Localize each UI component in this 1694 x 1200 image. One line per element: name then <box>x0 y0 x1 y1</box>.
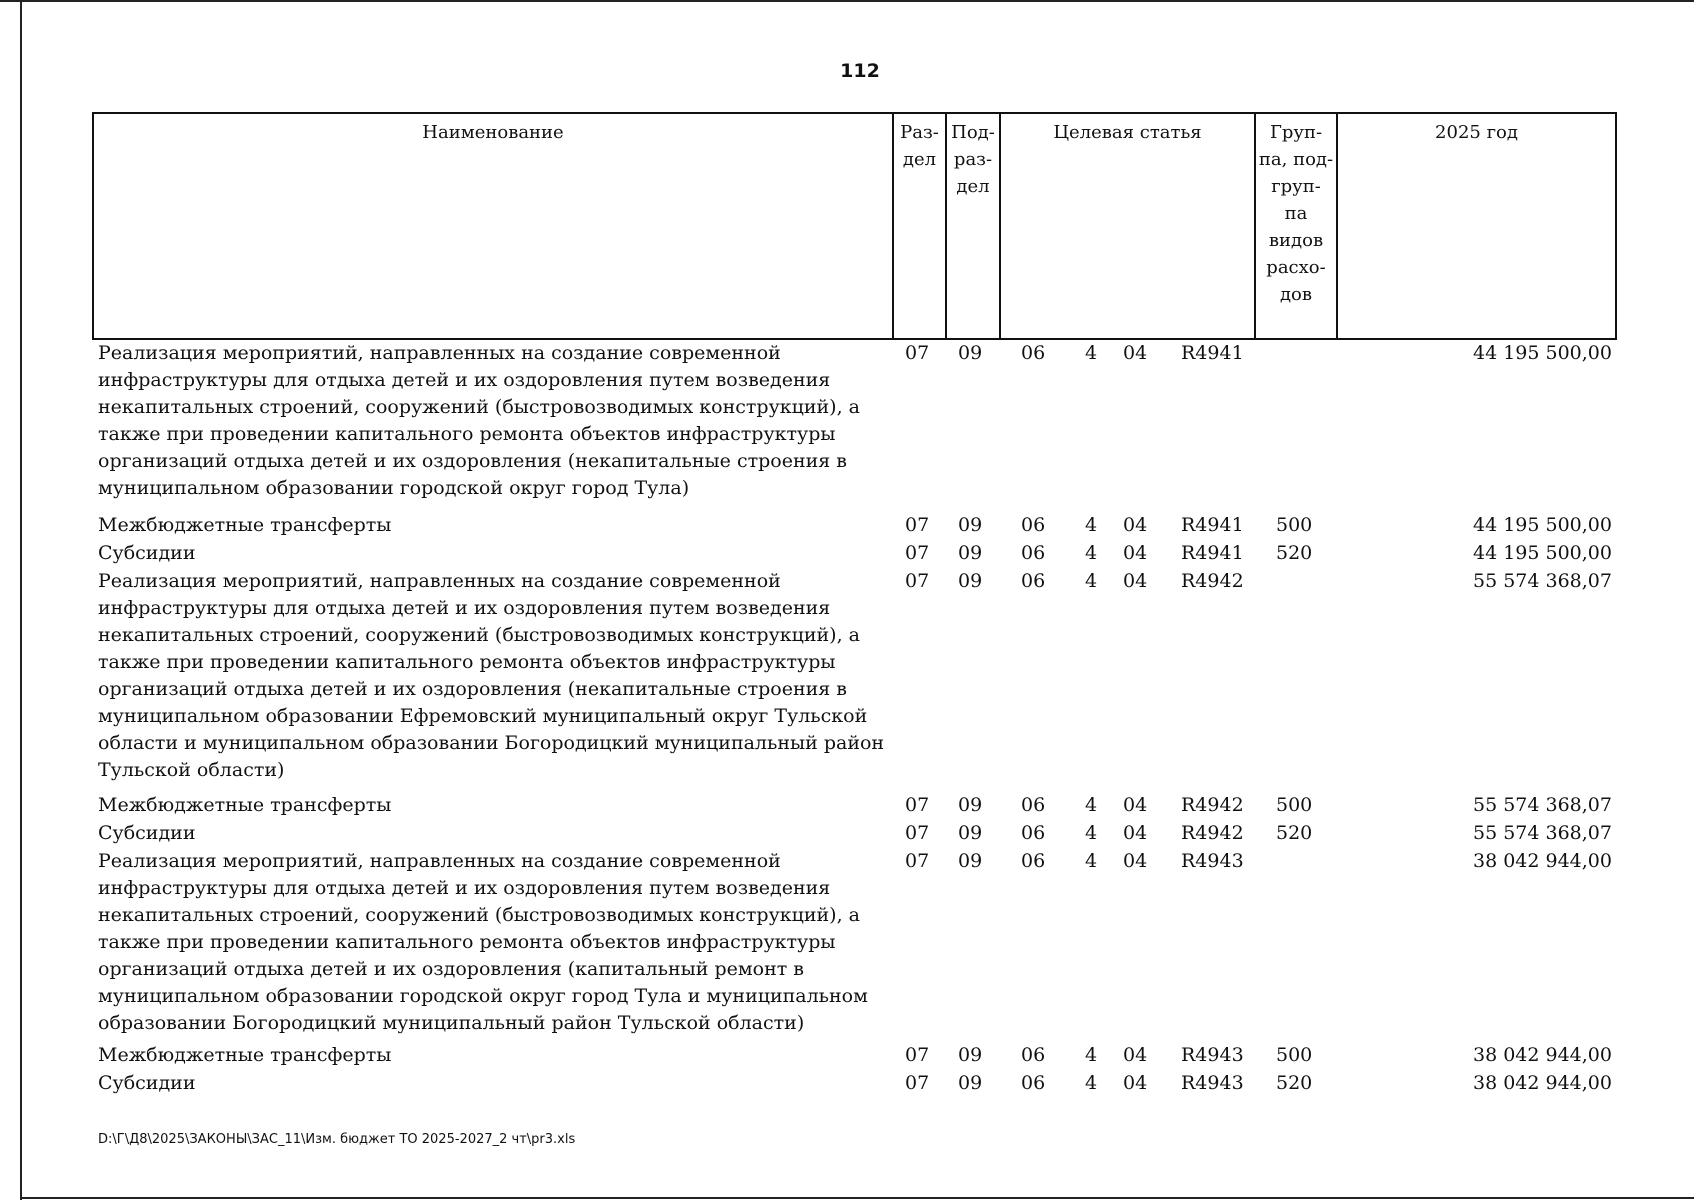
page-border-top <box>0 0 1694 2</box>
row-target-type: 4 <box>1085 794 1098 816</box>
row-subsection: 09 <box>958 514 983 536</box>
row-target-program: 06 <box>1021 1072 1046 1094</box>
row-name: Межбюджетные трансферты <box>98 514 392 536</box>
row-section: 07 <box>905 570 930 592</box>
row-target-program: 06 <box>1021 850 1046 872</box>
row-expense-group: 520 <box>1276 1072 1313 1094</box>
row-name: Реализация мероприятий, направленных на создание современной инфраструктуры для отдыха детей и их оздоровления путем возведения некапитальных строений, сооружений (быстровозводимых конструкций), а также при проведении капитального ремонта объектов инфраструктуры организаций отдыха детей и их оздоровления (некапитальные строения в муниципальном образовании городской округ город Тула) <box>98 342 861 499</box>
page-border-left <box>20 0 22 1200</box>
row-section: 07 <box>905 822 930 844</box>
row-name: Субсидии <box>98 822 196 844</box>
row-target-program: 06 <box>1021 514 1046 536</box>
row-target-program: 06 <box>1021 822 1046 844</box>
row-target-direction: R4942 <box>1181 822 1244 844</box>
row-expense-group: 500 <box>1276 1044 1313 1066</box>
row-target-direction: R4943 <box>1181 1072 1244 1094</box>
row-target-subprogram: 04 <box>1123 542 1148 564</box>
row-section: 07 <box>905 1044 930 1066</box>
row-amount: 44 195 500,00 <box>1472 514 1612 536</box>
row-target-subprogram: 04 <box>1123 342 1148 364</box>
row-target-subprogram: 04 <box>1123 850 1148 872</box>
page-border-bottom <box>20 1197 1694 1199</box>
row-target-type: 4 <box>1085 542 1098 564</box>
row-section: 07 <box>905 850 930 872</box>
header-subsection: Под- раз- дел <box>945 114 999 338</box>
row-amount: 38 042 944,00 <box>1472 850 1612 872</box>
page-number: 112 <box>840 60 880 82</box>
row-target-direction: R4943 <box>1181 850 1244 872</box>
row-target-subprogram: 04 <box>1123 1072 1148 1094</box>
row-section: 07 <box>905 542 930 564</box>
row-subsection: 09 <box>958 1044 983 1066</box>
row-expense-group: 500 <box>1276 514 1313 536</box>
row-amount: 55 574 368,07 <box>1472 822 1612 844</box>
row-target-direction: R4942 <box>1181 570 1244 592</box>
row-target-subprogram: 04 <box>1123 514 1148 536</box>
table-header <box>92 112 1617 340</box>
row-section: 07 <box>905 794 930 816</box>
header-expense-group: Груп- па, под- груп- па видов расхо- дов <box>1254 114 1336 338</box>
row-subsection: 09 <box>958 822 983 844</box>
row-target-program: 06 <box>1021 342 1046 364</box>
row-section: 07 <box>905 342 930 364</box>
row-target-type: 4 <box>1085 570 1098 592</box>
row-target-subprogram: 04 <box>1123 794 1148 816</box>
row-subsection: 09 <box>958 1072 983 1094</box>
row-target-program: 06 <box>1021 1044 1046 1066</box>
row-target-type: 4 <box>1085 342 1098 364</box>
row-name: Субсидии <box>98 1072 196 1094</box>
row-amount: 44 195 500,00 <box>1472 542 1612 564</box>
row-amount: 38 042 944,00 <box>1472 1044 1612 1066</box>
row-target-program: 06 <box>1021 542 1046 564</box>
row-target-type: 4 <box>1085 850 1098 872</box>
row-target-type: 4 <box>1085 822 1098 844</box>
header-year-2025: 2025 год <box>1336 114 1615 338</box>
row-amount: 44 195 500,00 <box>1472 342 1612 364</box>
row-target-subprogram: 04 <box>1123 1044 1148 1066</box>
row-target-subprogram: 04 <box>1123 822 1148 844</box>
row-name: Реализация мероприятий, направленных на создание современной инфраструктуры для отдыха детей и их оздоровления путем возведения некапитальных строений, сооружений (быстровозводимых конструкций), а также при проведении капитального ремонта объектов инфраструктуры организаций отдыха детей и их оздоровления (некапитальные строения в муниципальном образовании Ефремовский муниципальный округ Тульской области и муниципальном образовании Богородицкий муниципальный район Тульской области) <box>98 570 885 781</box>
header-section: Раз- дел <box>892 114 945 338</box>
row-target-type: 4 <box>1085 1072 1098 1094</box>
row-name: Реализация мероприятий, направленных на создание современной инфраструктуры для отдыха детей и их оздоровления путем возведения некапитальных строений, сооружений (быстровозводимых конструкций), а также при проведении капитального ремонта объектов инфраструктуры организаций отдыха детей и их оздоровления (капитальный ремонт в муниципальном образовании городской округ город Тула и муниципальном образовании Богородицкий муниципальный район Тульской области) <box>98 850 868 1034</box>
row-amount: 55 574 368,07 <box>1472 794 1612 816</box>
row-target-type: 4 <box>1085 514 1098 536</box>
file-path-footer: D:\Г\Д8\2025\ЗАКОНЫ\ЗАС_11\Изм. бюджет ТО 2025-2027_2 чт\pr3.xls <box>98 1132 576 1147</box>
row-section: 07 <box>905 514 930 536</box>
row-expense-group: 520 <box>1276 542 1313 564</box>
row-target-type: 4 <box>1085 1044 1098 1066</box>
row-subsection: 09 <box>958 570 983 592</box>
row-target-direction: R4943 <box>1181 1044 1244 1066</box>
row-name: Межбюджетные трансферты <box>98 1044 392 1066</box>
row-expense-group: 500 <box>1276 794 1313 816</box>
row-target-program: 06 <box>1021 570 1046 592</box>
row-target-direction: R4942 <box>1181 794 1244 816</box>
row-amount: 55 574 368,07 <box>1472 570 1612 592</box>
row-target-program: 06 <box>1021 794 1046 816</box>
row-subsection: 09 <box>958 794 983 816</box>
row-target-direction: R4941 <box>1181 542 1244 564</box>
row-name: Субсидии <box>98 542 196 564</box>
row-expense-group: 520 <box>1276 822 1313 844</box>
header-name: Наименование <box>422 122 564 143</box>
row-target-direction: R4941 <box>1181 342 1244 364</box>
row-subsection: 09 <box>958 850 983 872</box>
header-target-article: Целевая статья <box>999 114 1254 338</box>
row-section: 07 <box>905 1072 930 1094</box>
row-name: Межбюджетные трансферты <box>98 794 392 816</box>
row-subsection: 09 <box>958 342 983 364</box>
row-subsection: 09 <box>958 542 983 564</box>
row-target-direction: R4941 <box>1181 514 1244 536</box>
row-amount: 38 042 944,00 <box>1472 1072 1612 1094</box>
row-target-subprogram: 04 <box>1123 570 1148 592</box>
